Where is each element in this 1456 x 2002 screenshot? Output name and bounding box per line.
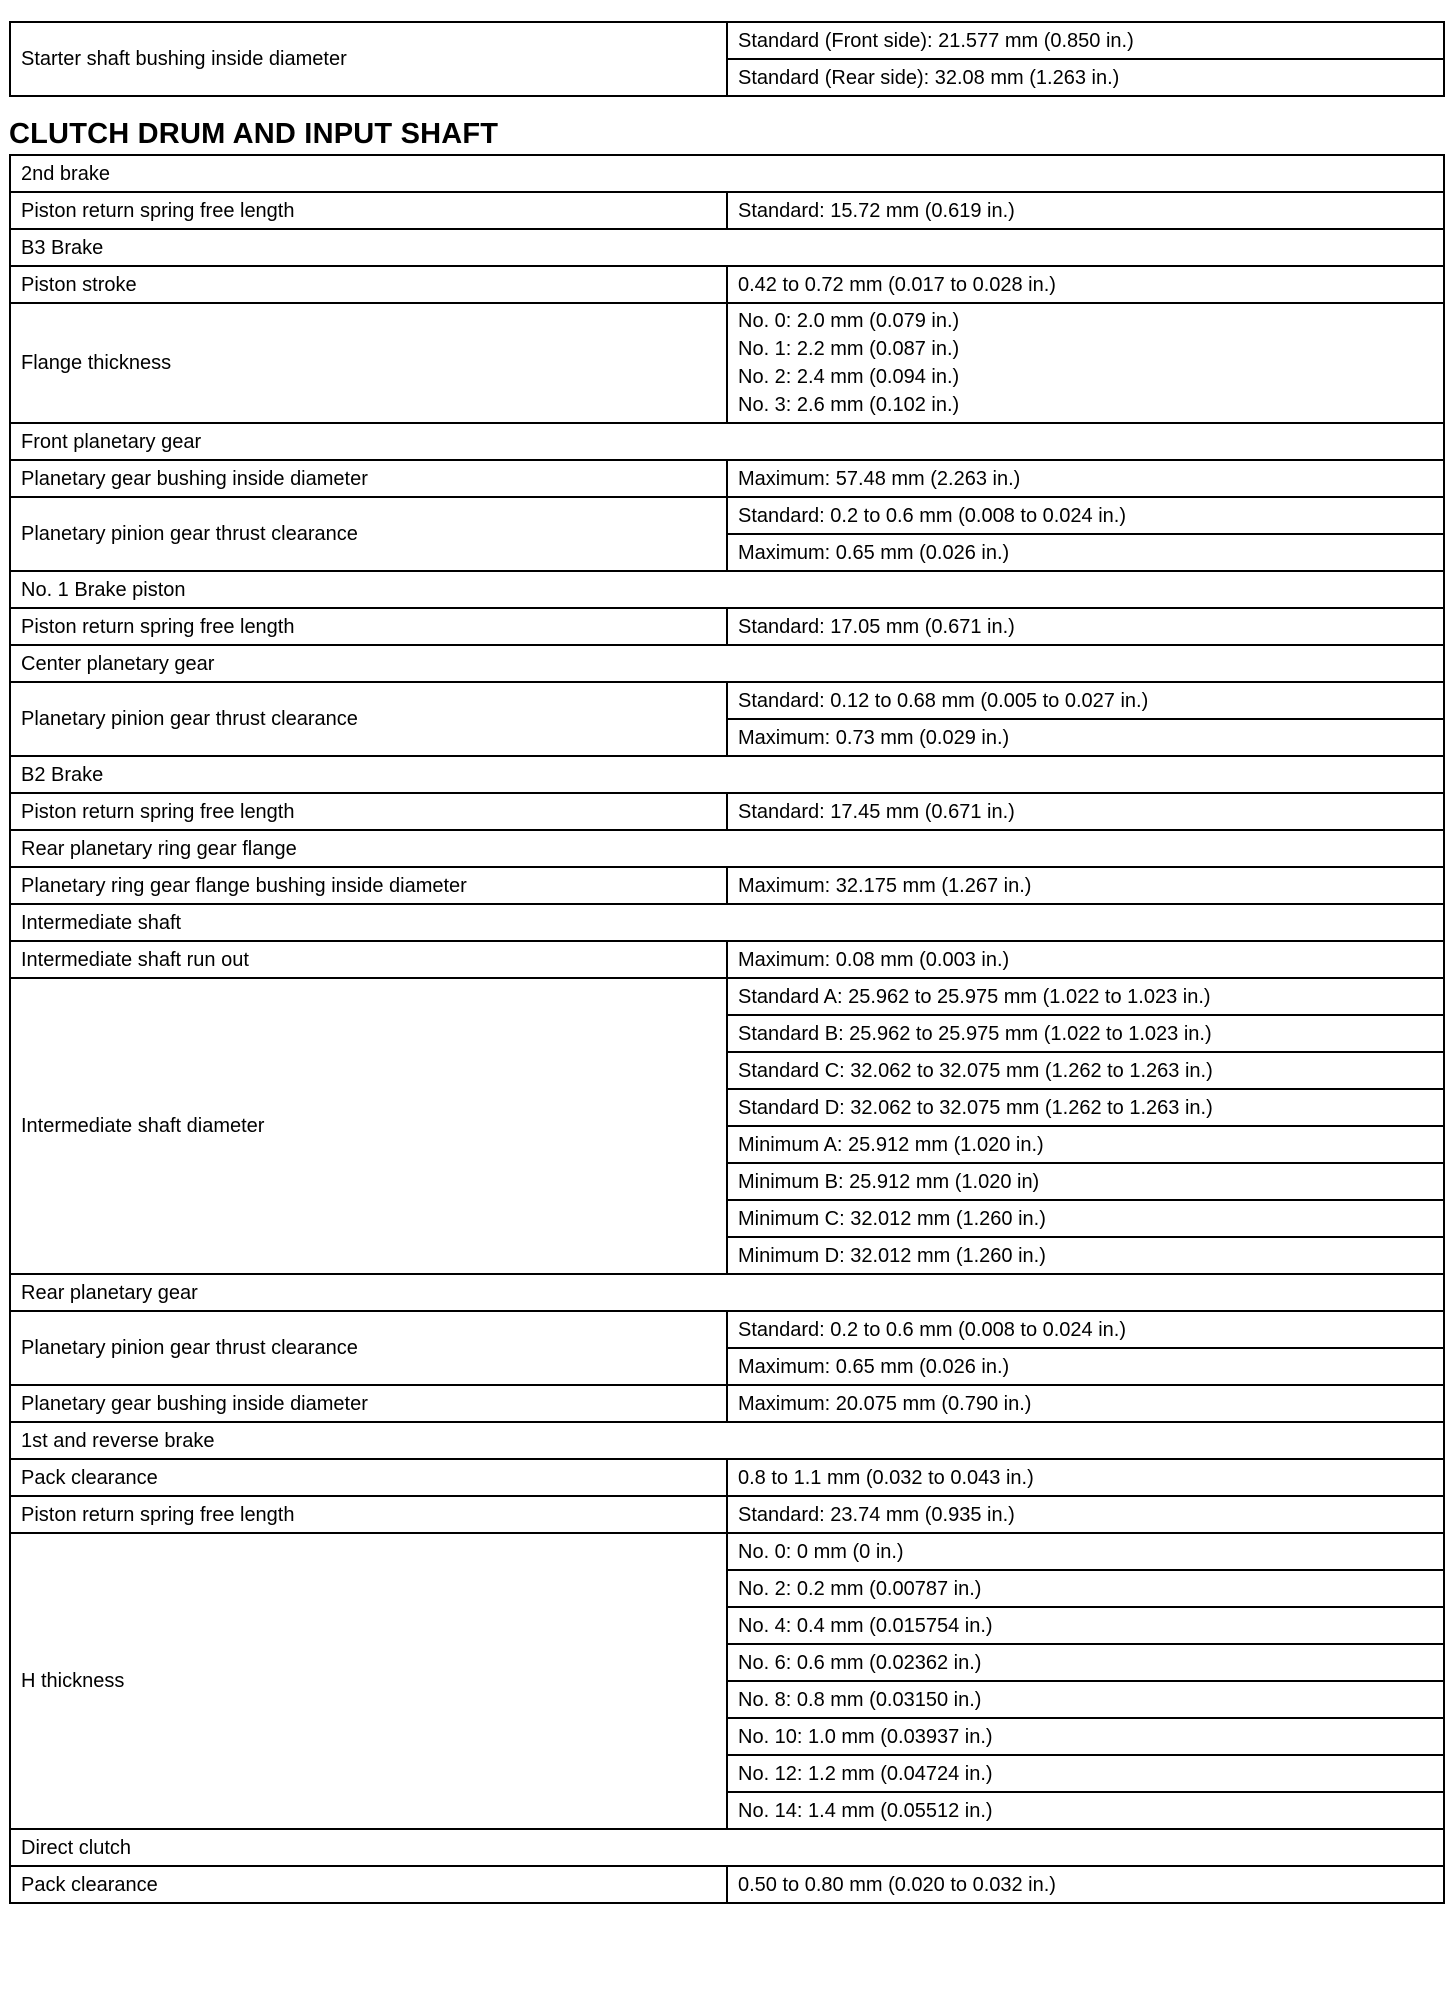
spec-label: Intermediate shaft diameter <box>10 978 727 1274</box>
spec-value: Standard: 17.45 mm (0.671 in.) <box>727 793 1444 830</box>
spec-value: 0.8 to 1.1 mm (0.032 to 0.043 in.) <box>727 1459 1444 1496</box>
spec-label: Planetary pinion gear thrust clearance <box>10 1311 727 1385</box>
spec-label: Piston return spring free length <box>10 608 727 645</box>
section-title: CLUTCH DRUM AND INPUT SHAFT <box>9 118 499 150</box>
spec-label: H thickness <box>10 1533 727 1829</box>
spec-label: Piston return spring free length <box>10 793 727 830</box>
group-row <box>10 756 1444 793</box>
group-label: Direct clutch <box>10 1829 1444 1866</box>
spec-row <box>10 941 1444 978</box>
spec-value: Minimum B: 25.912 mm (1.020 in) <box>727 1163 1444 1200</box>
spec-row <box>10 303 1444 423</box>
spec-value: Standard D: 32.062 to 32.075 mm (1.262 to 1.263 in.) <box>727 1089 1444 1126</box>
spec-label: Flange thickness <box>10 303 727 423</box>
group-label: Front planetary gear <box>10 423 1444 460</box>
spec-row <box>10 1311 1444 1348</box>
group-label: B3 Brake <box>10 229 1444 266</box>
group-label: 2nd brake <box>10 155 1444 192</box>
spec-value: Standard: 0.2 to 0.6 mm (0.008 to 0.024 in.) <box>727 497 1444 534</box>
spec-value: Maximum: 32.175 mm (1.267 in.) <box>727 867 1444 904</box>
spec-value: Maximum: 0.08 mm (0.003 in.) <box>727 941 1444 978</box>
group-row <box>10 155 1444 192</box>
spec-label: Piston return spring free length <box>10 1496 727 1533</box>
spec-row <box>10 682 1444 719</box>
spec-value: Standard: 17.05 mm (0.671 in.) <box>727 608 1444 645</box>
spec-value: No. 8: 0.8 mm (0.03150 in.) <box>727 1681 1444 1718</box>
group-label: Rear planetary ring gear flange <box>10 830 1444 867</box>
spec-value-line: No. 1: 2.2 mm (0.087 in.) <box>738 338 960 360</box>
spec-value: Minimum D: 32.012 mm (1.260 in.) <box>727 1237 1444 1274</box>
spec-value: Maximum: 20.075 mm (0.790 in.) <box>727 1385 1444 1422</box>
spec-value: Maximum: 0.65 mm (0.026 in.) <box>727 1348 1444 1385</box>
spec-value: No. 6: 0.6 mm (0.02362 in.) <box>727 1644 1444 1681</box>
spec-label: Planetary ring gear flange bushing inside diameter <box>10 867 727 904</box>
spec-value: 0.50 to 0.80 mm (0.020 to 0.032 in.) <box>727 1866 1444 1903</box>
spec-row <box>10 1533 1444 1570</box>
spec-row <box>10 978 1444 1015</box>
spec-value-line: No. 3: 2.6 mm (0.102 in.) <box>738 394 960 416</box>
group-row <box>10 645 1444 682</box>
spec-value: Maximum: 57.48 mm (2.263 in.) <box>727 460 1444 497</box>
group-label: Rear planetary gear <box>10 1274 1444 1311</box>
group-row <box>10 423 1444 460</box>
spec-label: Planetary pinion gear thrust clearance <box>10 682 727 756</box>
spec-value-cell <box>727 303 1444 423</box>
spec-value: Maximum: 0.65 mm (0.026 in.) <box>727 534 1444 571</box>
spec-label: Piston stroke <box>10 266 727 303</box>
spec-row <box>10 1866 1444 1903</box>
spec-value: No. 2: 0.2 mm (0.00787 in.) <box>727 1570 1444 1607</box>
spec-value: Standard: 15.72 mm (0.619 in.) <box>727 192 1444 229</box>
spec-label: Starter shaft bushing inside diameter <box>10 22 727 96</box>
spec-row <box>10 192 1444 229</box>
group-row <box>10 830 1444 867</box>
spec-value-line: No. 2: 2.4 mm (0.094 in.) <box>738 366 960 388</box>
group-row <box>10 1274 1444 1311</box>
spec-label: Planetary gear bushing inside diameter <box>10 1385 727 1422</box>
group-row <box>10 229 1444 266</box>
spec-row <box>10 22 1444 59</box>
spec-row <box>10 1385 1444 1422</box>
group-label: Center planetary gear <box>10 645 1444 682</box>
spec-value: Standard B: 25.962 to 25.975 mm (1.022 to 1.023 in.) <box>727 1015 1444 1052</box>
spec-row <box>10 608 1444 645</box>
spec-value: 0.42 to 0.72 mm (0.017 to 0.028 in.) <box>727 266 1444 303</box>
spec-value: No. 10: 1.0 mm (0.03937 in.) <box>727 1718 1444 1755</box>
spec-value: Maximum: 0.73 mm (0.029 in.) <box>727 719 1444 756</box>
spec-value-line: No. 0: 2.0 mm (0.079 in.) <box>738 310 960 332</box>
spec-label: Piston return spring free length <box>10 192 727 229</box>
spec-label: Planetary pinion gear thrust clearance <box>10 497 727 571</box>
spec-row <box>10 266 1444 303</box>
spec-value: Standard (Front side): 21.577 mm (0.850 in.) <box>727 22 1444 59</box>
clutch-drum-spec-table <box>9 154 1445 1904</box>
spec-value: No. 0: 0 mm (0 in.) <box>727 1533 1444 1570</box>
main-table-body <box>10 155 1444 1903</box>
spec-label: Pack clearance <box>10 1459 727 1496</box>
spec-value: Standard: 23.74 mm (0.935 in.) <box>727 1496 1444 1533</box>
starter-shaft-spec-table <box>9 21 1445 97</box>
spec-value: Standard C: 32.062 to 32.075 mm (1.262 to 1.263 in.) <box>727 1052 1444 1089</box>
spec-label: Pack clearance <box>10 1866 727 1903</box>
spec-label: Planetary gear bushing inside diameter <box>10 460 727 497</box>
group-row <box>10 1829 1444 1866</box>
spec-row <box>10 867 1444 904</box>
spec-value: No. 14: 1.4 mm (0.05512 in.) <box>727 1792 1444 1829</box>
spec-row <box>10 793 1444 830</box>
group-label: No. 1 Brake piston <box>10 571 1444 608</box>
spec-value: Standard (Rear side): 32.08 mm (1.263 in.) <box>727 59 1444 96</box>
spec-value: No. 12: 1.2 mm (0.04724 in.) <box>727 1755 1444 1792</box>
top-table-body <box>10 22 1444 96</box>
group-label: B2 Brake <box>10 756 1444 793</box>
spec-row <box>10 460 1444 497</box>
spec-value: No. 4: 0.4 mm (0.015754 in.) <box>727 1607 1444 1644</box>
group-row <box>10 571 1444 608</box>
group-label: 1st and reverse brake <box>10 1422 1444 1459</box>
spec-row <box>10 1459 1444 1496</box>
group-row <box>10 1422 1444 1459</box>
group-row <box>10 904 1444 941</box>
spec-label: Intermediate shaft run out <box>10 941 727 978</box>
spec-row <box>10 1496 1444 1533</box>
group-label: Intermediate shaft <box>10 904 1444 941</box>
spec-value: Standard: 0.2 to 0.6 mm (0.008 to 0.024 in.) <box>727 1311 1444 1348</box>
spec-value: Minimum A: 25.912 mm (1.020 in.) <box>727 1126 1444 1163</box>
spec-value: Minimum C: 32.012 mm (1.260 in.) <box>727 1200 1444 1237</box>
spec-value: Standard: 0.12 to 0.68 mm (0.005 to 0.027 in.) <box>727 682 1444 719</box>
spec-row <box>10 497 1444 534</box>
spec-value: Standard A: 25.962 to 25.975 mm (1.022 to 1.023 in.) <box>727 978 1444 1015</box>
